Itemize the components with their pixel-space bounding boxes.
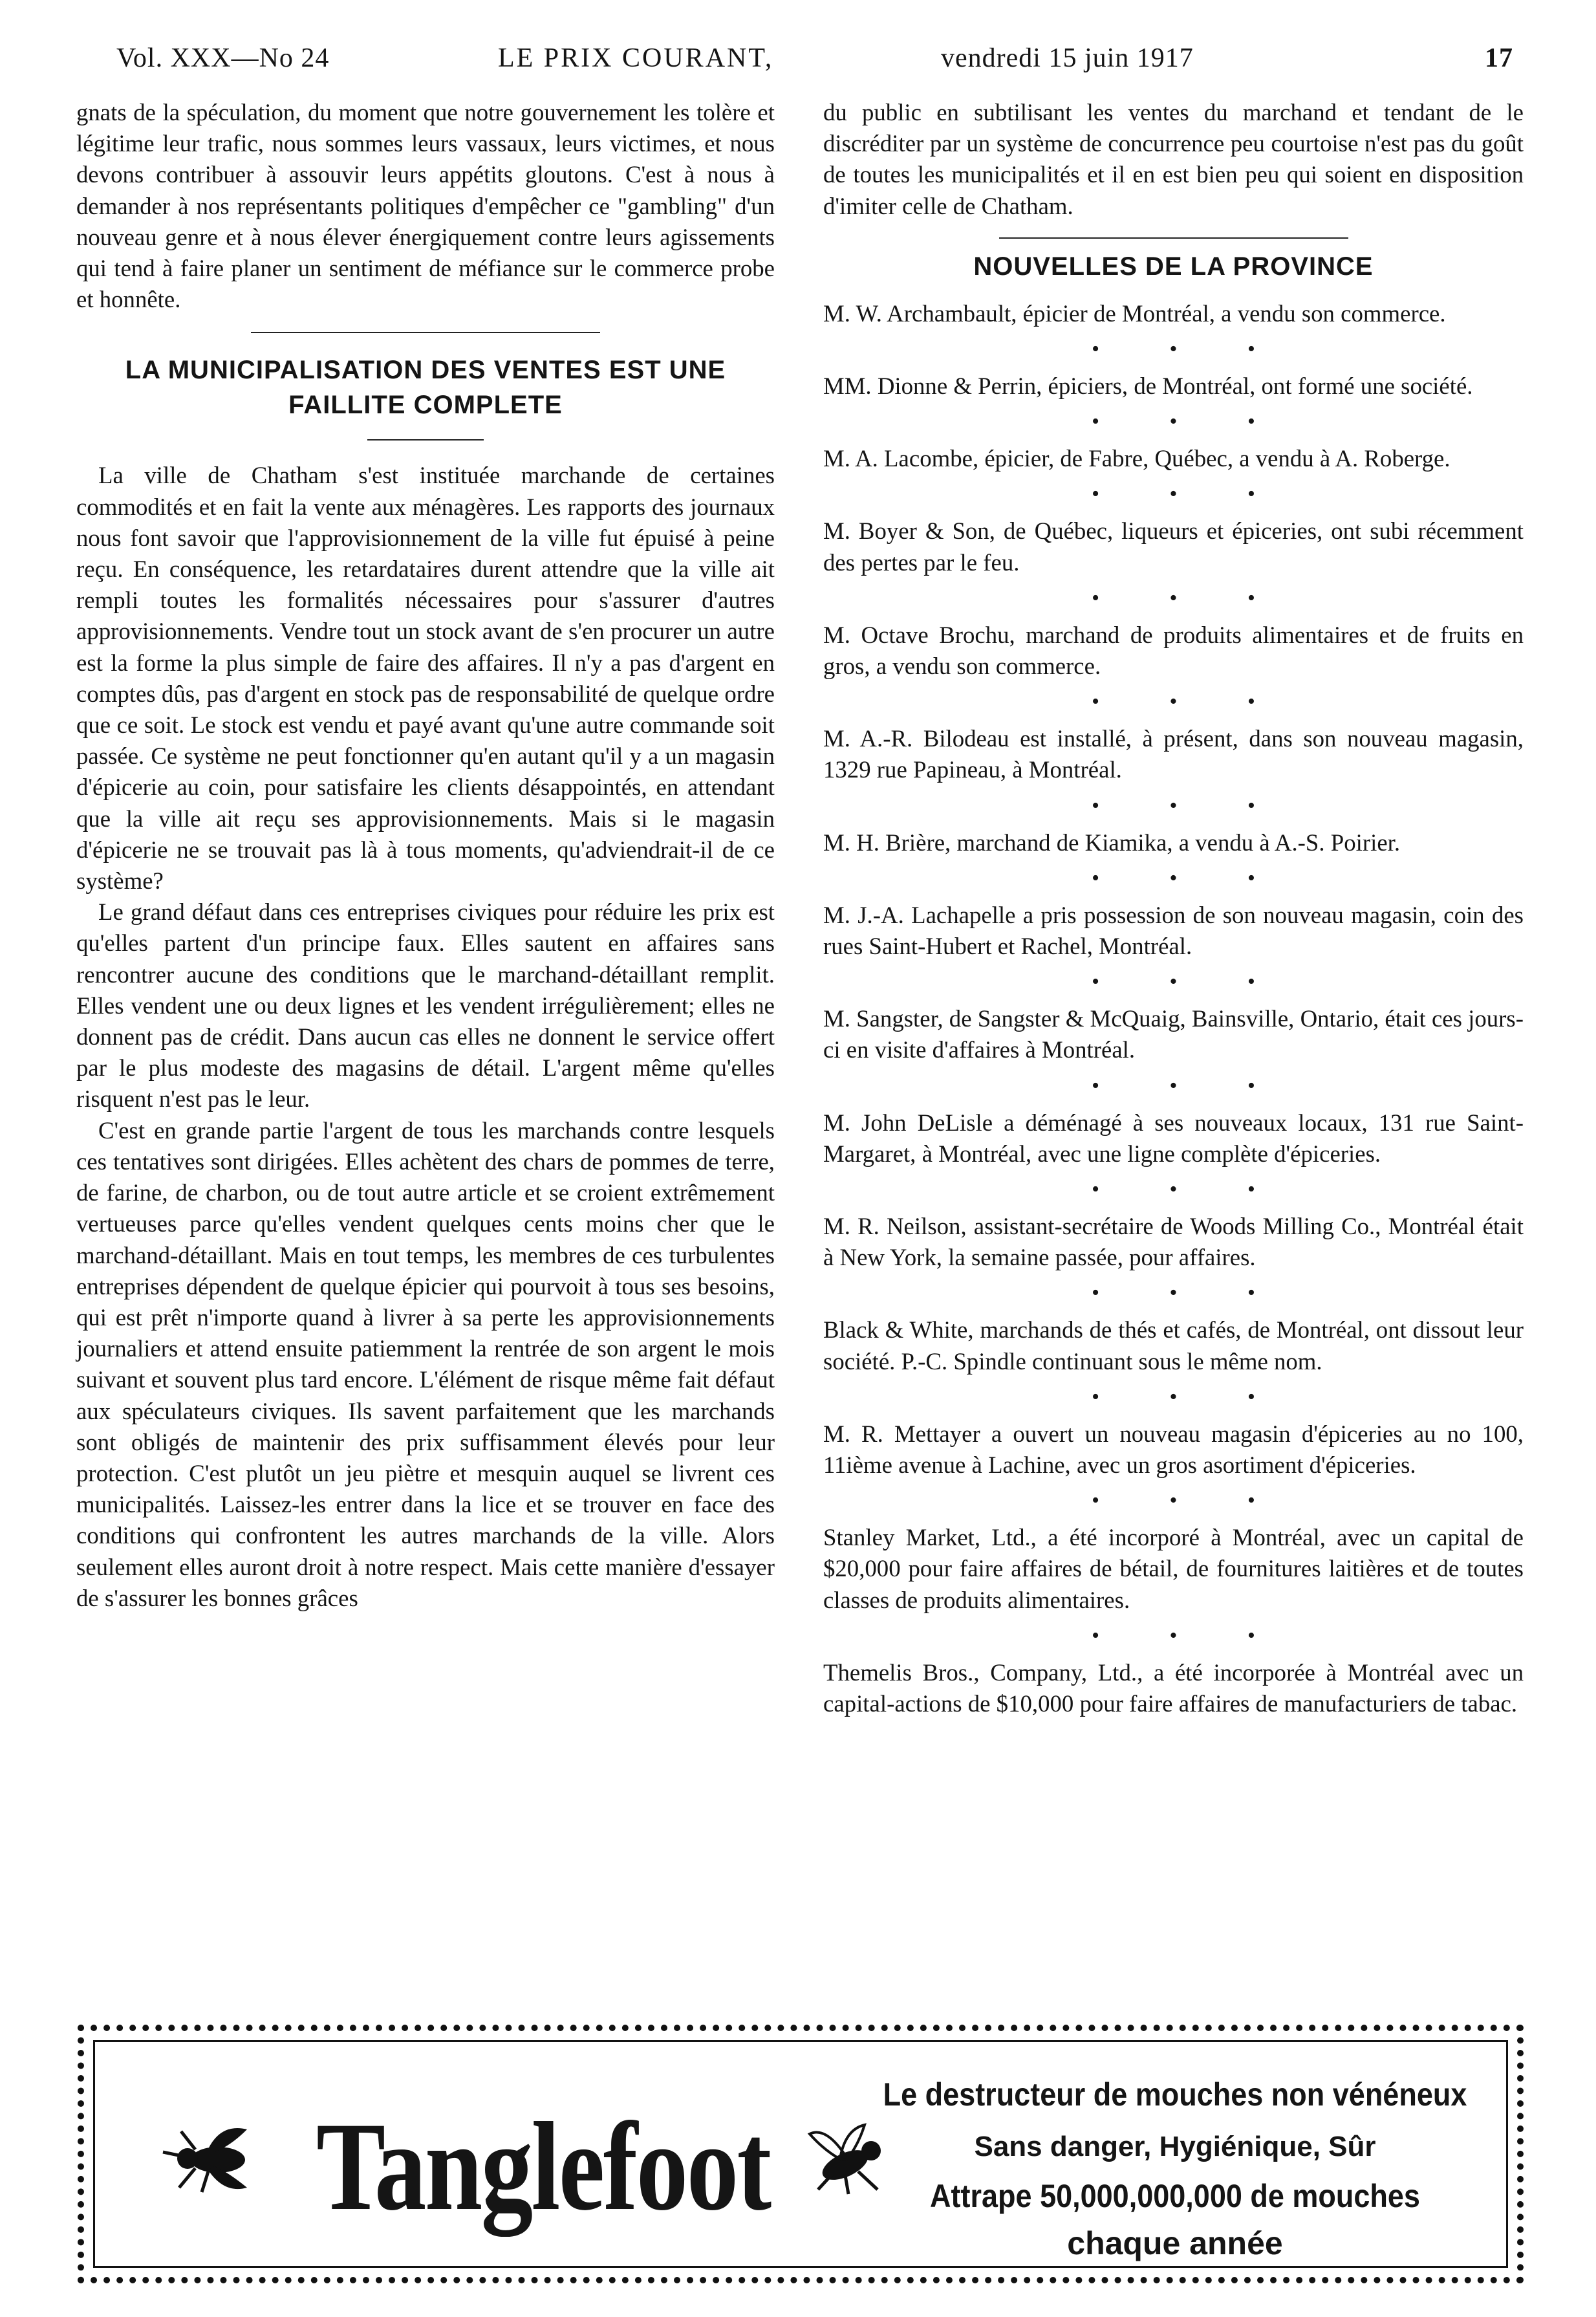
news-item: M. A.-R. Bilodeau est installé, à présent, dans son nouveau magasin, 1329 rue Papineau, à Montréal. xyxy=(823,725,1524,783)
right-column xyxy=(823,97,1524,1719)
item-separator: • • • xyxy=(1092,1623,1288,1648)
tagline-line2: Sans danger, Hygiénique, Sûr xyxy=(974,2131,1376,2162)
tanglefoot-advertisement xyxy=(78,2025,1524,2283)
item-separator: • • • xyxy=(1092,1281,1288,1305)
continued-paragraph: du public en subtilisant les ventes du marchand et tendant de le discréditer par un système de concurrence peu courtoise n'est pas du goût de toutes les municipalités et il en est bien peu qui soient en disposition d'imiter celle de Chatham. xyxy=(823,99,1524,219)
news-item: Themelis Bros., Company, Ltd., a été incorporée à Montréal avec un capital-actions de $10,000 pour faire affaires de manufacturiers de tabac. xyxy=(823,1659,1524,1717)
news-item: MM. Dionne & Perrin, épiciers, de Montréal, ont formé une société. xyxy=(823,373,1473,400)
news-item: M. R. Mettayer a ouvert un nouveau magasin d'épiceries au no 100, 11ième avenue à Lachine, avec un gros asortiment d'épiceries. xyxy=(823,1420,1524,1479)
news-item: M. W. Archambault, épicier de Montréal, a vendu son commerce. xyxy=(823,299,1446,327)
item-separator: • • • xyxy=(1092,793,1288,818)
publication-title: LE PRIX COURANT, xyxy=(498,43,774,73)
fly-icon xyxy=(156,2120,260,2197)
section-heading: NOUVELLES DE LA PROVINCE xyxy=(973,252,1374,281)
news-item: M. J.-A. Lachapelle a pris possession de son nouveau magasin, coin des rues Saint-Hubert et Rachel, Montréal. xyxy=(823,901,1524,960)
page-number: 17 xyxy=(1485,43,1513,73)
tagline-line3: Attrape 50,000,000,000 de mouches xyxy=(930,2178,1420,2214)
section-divider xyxy=(251,332,600,333)
item-separator: • • • xyxy=(1092,1073,1288,1098)
article-paragraph: Le grand défaut dans ces entreprises civiques pour réduire les prix est qu'elles partent d'un principe faux. Elles sautent en affaires sans rencontrer aucune des conditions que le marchand-détaillant remplit. Elles vendent une ou deux lignes et les vendent irrégulièrement; elles ne donnent pas de crédit. Dans aucun cas elles ne donnent le service offert par le plus modeste des magasins de détail. L'argent même qu'elles risquent n'est pas le leur. xyxy=(76,898,775,1113)
item-separator: • • • xyxy=(1092,409,1288,434)
heading-divider xyxy=(367,439,484,441)
item-separator: • • • xyxy=(1092,690,1288,714)
news-item: M. Boyer & Son, de Québec, liqueurs et épiceries, ont subi récemment des pertes par le feu. xyxy=(823,517,1524,576)
item-separator: • • • xyxy=(1092,865,1288,890)
tagline-line1: Le destructeur de mouches non vénéneux xyxy=(883,2076,1467,2113)
article-heading-line2: FAILLITE COMPLETE xyxy=(288,391,563,420)
continued-paragraph: gnats de la spéculation, du moment que notre gouvernement les tolère et légitime leur trafic, nous sommes leurs vassaux, leurs victimes, et nous devons contribuer à assouvir leurs appétits gloutons. C'est à nous à demander à nos représentants politiques d'empêcher ce "gambling" d'un nouveau genre et à nous élever énergiquement contre leurs agissements qui tend à faire planer un sentiment de méfiance sur le commerce probe et honnête. xyxy=(76,99,775,313)
item-separator: • • • xyxy=(1092,970,1288,994)
advertisement-tagline xyxy=(839,2067,1511,2266)
tagline-line4: chaque année xyxy=(1067,2225,1283,2261)
volume-number: Vol. XXX—No 24 xyxy=(116,43,330,73)
item-separator: • • • xyxy=(1092,337,1288,362)
item-separator: • • • xyxy=(1092,585,1288,610)
news-item: Stanley Market, Ltd., a été incorporé à Montréal, avec un capital de $20,000 pour faire affaires de bétail, de fournitures laitières et de toutes classes de produits alimentaires. xyxy=(823,1524,1524,1613)
article-heading-line1: LA MUNICIPALISATION DES VENTES EST UNE xyxy=(125,356,726,385)
item-separator: • • • xyxy=(1092,482,1288,506)
article-paragraph: C'est en grande partie l'argent de tous les marchands contre lesquels ces tentatives sont dirigées. Elles achètent des chars de pommes de terre, de farine, de charbon, ou de tout autre article et se croient extrêmement vertueuses parce qu'elles vendent quelques cents moins cher que le marchand-détaillant. Mais en tout temps, les membres de ces turbulentes entreprises dépendent de quelque épicier qui pourvoit à tous ses besoins, qui est prêt n'importe quand à livrer à sa perte les approvisionnements journaliers et attend ensuite patiemment la rentrée de son argent le mois suivant et souvent plus tard encore. L'élément de risque même fait défaut aux spéculateurs civiques. Ils savent parfaitement que les marchands sont obligés de maintenir des prix suffisamment élevés pour leur protection. C'est plutôt un jeu piètre et mesquin auquel se livrent ces municipalités. Laissez-les entrer dans la lice et se trouver en face des conditions qui confrontent les autres marchands de la ville. Alors seulement elles auront droit à notre respect. Mais cette manière d'essayer de s'assurer les bonnes grâces xyxy=(76,1116,775,1611)
news-item: M. H. Brière, marchand de Kiamika, a vendu à A.-S. Poirier. xyxy=(823,829,1401,856)
item-separator: • • • xyxy=(1092,1384,1288,1409)
news-item: M. R. Neilson, assistant-secrétaire de Woods Milling Co., Montréal était à New York, la semaine passée, pour affaires. xyxy=(823,1213,1524,1271)
news-item: M. Sangster, de Sangster & McQuaig, Bainsville, Ontario, était ces jours-ci en visite d'affaires à Montréal. xyxy=(823,1005,1524,1063)
news-item: Black & White, marchands de thés et cafés, de Montréal, ont dissout leur société. P.-C. Spindle continuant sous le même nom. xyxy=(823,1316,1524,1375)
brand-name: Tanglefoot xyxy=(316,2096,770,2237)
page-header xyxy=(116,36,1533,82)
news-item: M. John DeLisle a déménagé à ses nouveaux locaux, 131 rue Saint-Margaret, à Montréal, avec une ligne complète d'épiceries. xyxy=(823,1109,1524,1167)
news-item: M. Octave Brochu, marchand de produits alimentaires et de fruits en gros, a vendu son commerce. xyxy=(823,621,1524,680)
article-paragraph: La ville de Chatham s'est instituée marchande de certaines commodités et en fait la vente aux ménagères. Les rapports des journaux nous font savoir que l'approvisionnement de la ville fut épuisé à peine reçu. En conséquence, les retardataires durent attendre que la ville ait rempli toutes les formalités nécessaires pour s'assurer d'autres approvisionnements. Vendre tout un stock avant de s'en procurer un autre est la forme la plus simple de faire des affaires. Il n'y a pas d'argent en comptes dûs, pas d'argent en stock pas de responsabilité de quelque ordre que ce soit. Le stock est vendu et payé avant qu'une autre commande soit passée. Ce système ne peut fonctionner qu'en autant qu'il y a un magasin d'épicerie au coin, pour satisfaire les clients désappointés, en attendant que la ville ait reçu ses approvisionnements. Mais si le magasin d'épicerie ne se trouvait pas là à tous moments, qu'adviendrait-il de ce système? xyxy=(76,462,775,895)
item-separator: • • • xyxy=(1092,1177,1288,1202)
left-column xyxy=(76,97,775,1614)
news-item: M. A. Lacombe, épicier, de Fabre, Québec, a vendu à A. Roberge. xyxy=(823,445,1450,472)
advertisement-frame xyxy=(93,2040,1508,2268)
section-divider xyxy=(999,237,1348,239)
issue-date: vendredi 15 juin 1917 xyxy=(941,43,1194,73)
item-separator: • • • xyxy=(1092,1488,1288,1513)
